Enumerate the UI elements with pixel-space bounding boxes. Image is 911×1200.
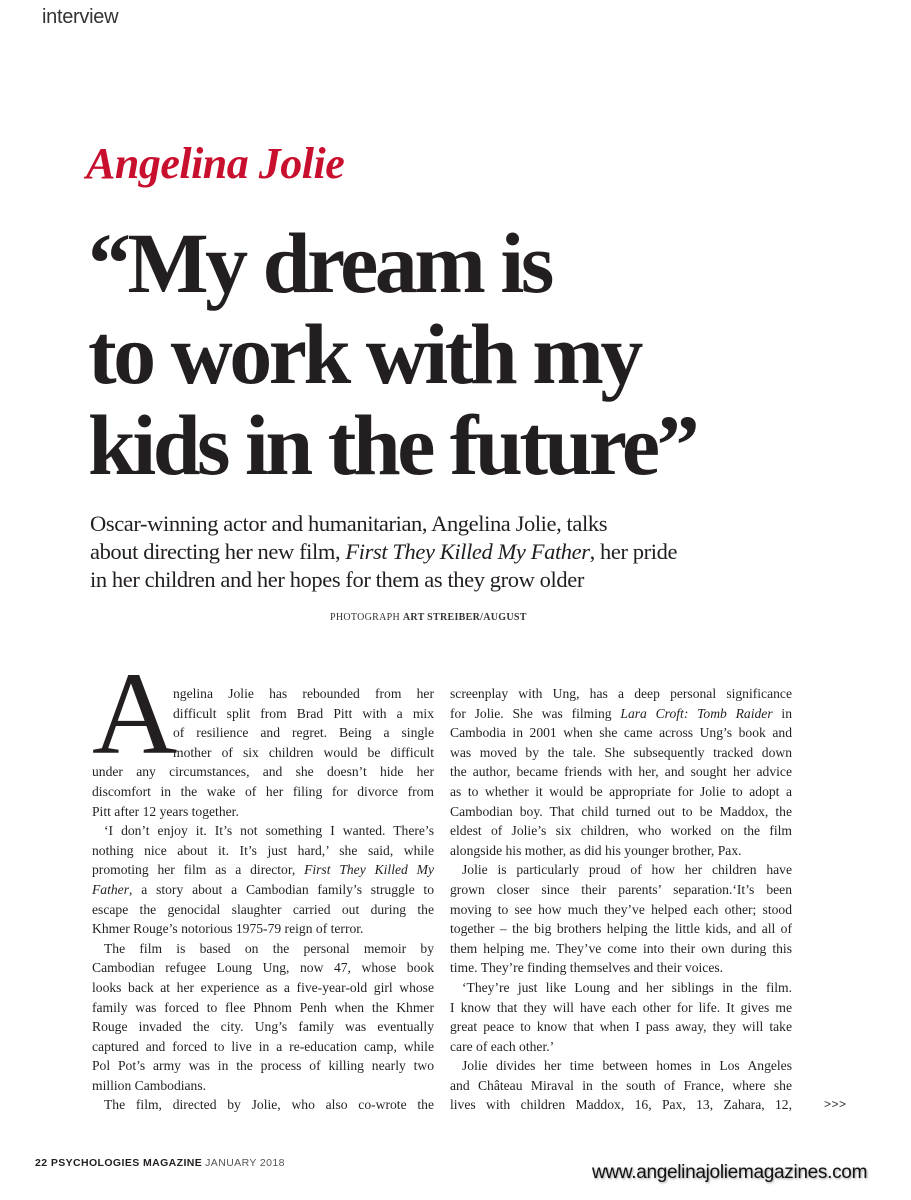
body-text: in	[772, 705, 792, 721]
body-text: for Jolie. She was filming	[450, 705, 621, 721]
body-line: Jolie divides her time between homes in Los Angeles	[462, 1058, 792, 1074]
body-line: lives with children Maddox, 16, Pax, 13, Zahara, 12,	[450, 1097, 792, 1113]
section-label: interview	[42, 6, 119, 28]
body-line: of resilience and regret. Being a single	[173, 725, 434, 741]
body-line: nothing nice about it. It’s just hard,’ she said, while	[92, 842, 434, 858]
body-line: family was forced to flee Phnom Penh when the Khmer	[92, 999, 434, 1015]
body-line: captured and forced to live in a re-education camp, while	[92, 1038, 434, 1054]
standfirst-text: , her pride	[589, 539, 678, 564]
film-title: First They Killed My	[304, 862, 434, 878]
body-line: Pol Pot’s army was in the process of killing nearly two	[92, 1058, 434, 1074]
body-line: the author, became friends with her, and sought her advice	[450, 764, 792, 780]
body-line: difficult split from Brad Pitt with a mix	[173, 705, 434, 721]
body-line: mother of six children would be difficult	[173, 744, 434, 760]
standfirst-line	[90, 538, 677, 566]
photo-credit	[330, 612, 527, 623]
headline-line: to work with my	[88, 306, 640, 402]
body-line: ‘I don’t enjoy it. It’s not something I wanted. There’s	[104, 823, 434, 839]
body-column-left	[92, 684, 434, 1115]
body-line: care of each other.’	[450, 1038, 555, 1054]
body-line: screenplay with Ung, has a deep personal significance	[450, 686, 792, 701]
body-line	[450, 704, 792, 724]
body-line	[92, 880, 434, 900]
standfirst-text: about directing her new film,	[90, 539, 346, 564]
drop-cap: A	[92, 648, 178, 779]
standfirst	[90, 510, 677, 594]
body-line: looks back at her experience as a five-year-old girl whose	[92, 979, 434, 995]
body-line: Jolie is particularly proud of how her children have	[462, 862, 792, 878]
body-line: under any circumstances, and she doesn’t hide her	[92, 764, 434, 780]
film-title: Lara Croft: Tomb Raider	[620, 705, 773, 721]
body-line: them helping me. They’ve come into their own during this	[450, 940, 792, 956]
body-line: alongside his mother, as did his younger brother, Pax.	[450, 842, 742, 858]
credit-label: PHOTOGRAPH	[330, 612, 401, 623]
magazine-name: PSYCHOLOGIES MAGAZINE	[50, 1157, 203, 1169]
body-text: promoting her film as a director,	[92, 862, 305, 878]
page-footer	[35, 1157, 285, 1169]
body-line: time. They’re finding themselves and their voices.	[450, 960, 724, 976]
film-title: First They Killed My Father	[345, 539, 590, 564]
body-line: Pitt after 12 years together.	[92, 803, 239, 819]
body-line: moving to see how much they’ve helped each other; stood	[450, 901, 792, 917]
body-line: as to whether it would be appropriate for Jolie to adopt a	[450, 783, 792, 799]
continue-arrows-icon: >>>	[824, 1097, 847, 1111]
body-line: was moved by the tale. She subsequently tracked down	[450, 744, 792, 760]
body-line: Cambodian boy. That child turned out to be Maddox, the	[450, 803, 792, 819]
body-line: The film, directed by Jolie, who also co-wrote the	[104, 1097, 434, 1113]
body-line: Cambodian refugee Loung Ung, now 47, whose book	[92, 960, 434, 976]
credit-name: ART STREIBER/AUGUST	[402, 612, 527, 623]
body-line	[92, 860, 434, 880]
standfirst-line: in her children and her hopes for them as they grow older	[90, 567, 584, 592]
film-title: Father	[92, 881, 129, 897]
body-line: together – the big brothers helping the little kids, and all of	[450, 921, 792, 937]
body-line: ngelina Jolie has rebounded from her	[173, 686, 434, 701]
issue-date: JANUARY 2018	[205, 1157, 285, 1169]
body-line: and Château Miraval in the south of France, where she	[450, 1077, 792, 1093]
page-number: 22	[35, 1157, 48, 1169]
body-line: discomfort in the wake of her filing for divorce from	[92, 783, 434, 799]
body-text: , a story about a Cambodian family’s struggle to	[129, 881, 434, 897]
body-column-right	[450, 684, 792, 1115]
body-line: eldest of Jolie’s six children, who worked on the film	[450, 823, 792, 839]
body-line: Cambodia in 2001 when she came across Ung’s book and	[450, 725, 792, 741]
body-line: Rouge invaded the city. Ung’s family was eventually	[92, 1019, 434, 1035]
body-line: ‘They’re just like Loung and her siblings in the film.	[462, 979, 792, 995]
watermark-url: www.angelinajoliemagazines.com	[592, 1162, 868, 1183]
body-line: Khmer Rouge’s notorious 1975-79 reign of terror.	[92, 921, 364, 937]
body-line: I know that they will have each other for life. It gives me	[450, 999, 792, 1015]
kicker-name: Angelina Jolie	[86, 139, 345, 188]
body-line: grown closer since their parents’ separation.‘It’s been	[450, 881, 792, 897]
headline-line: kids in the future”	[88, 397, 697, 493]
standfirst-line: Oscar-winning actor and humanitarian, Angelina Jolie, talks	[90, 511, 608, 536]
body-line: great peace to know that when I pass away, they will take	[450, 1019, 792, 1035]
headline-line: “My dream is	[88, 215, 551, 311]
body-line: escape the genocidal slaughter carried out during the	[92, 901, 434, 917]
body-line: million Cambodians.	[92, 1077, 207, 1093]
headline	[88, 215, 697, 493]
body-line: The film is based on the personal memoir by	[104, 940, 434, 956]
